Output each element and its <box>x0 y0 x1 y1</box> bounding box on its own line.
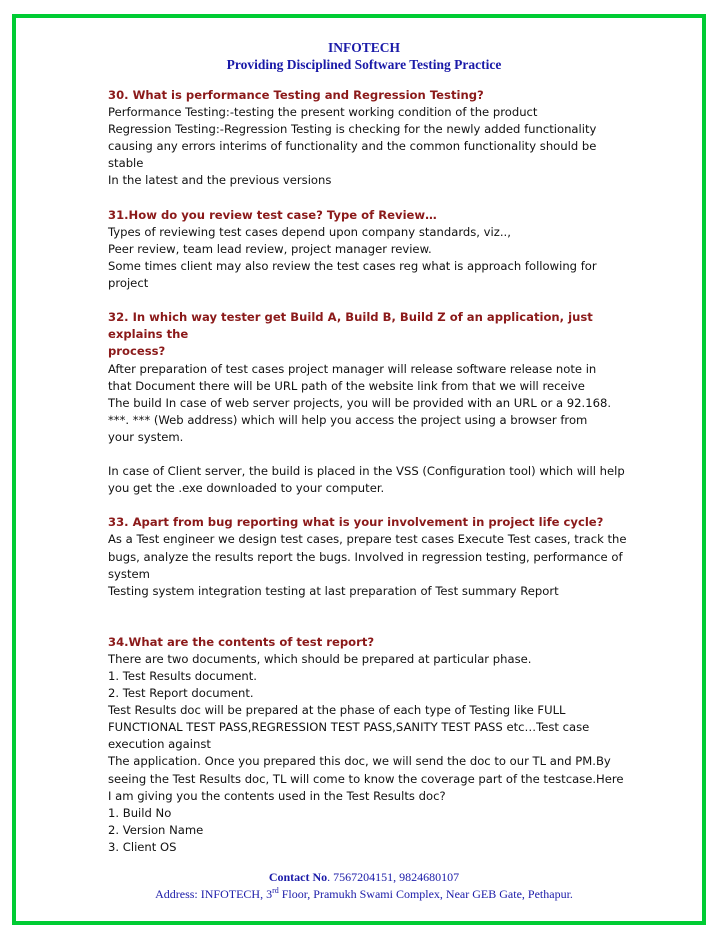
answer-line: Types of reviewing test cases depend upon company standards, viz.., <box>108 224 511 239</box>
address-prefix: Address: INFOTECH, 3 <box>155 887 273 901</box>
answer-line: In the latest and the previous versions <box>108 173 332 188</box>
answer-line: seeing the Test Results doc, TL will come to know the coverage part of the testcase.Here <box>108 771 624 786</box>
answer-line: Regression Testing:-Regression Testing is checking for the newly added functionality <box>108 122 597 137</box>
question-34-title: 34.What are the contents of test report? <box>108 634 375 649</box>
answer-line: In case of Client server, the build is placed in the VSS (Configuration tool) which will help <box>108 464 625 479</box>
answer-line: FUNCTIONAL TEST PASS,REGRESSION TEST PASS,SANITY TEST PASS etc…Test case <box>108 720 590 735</box>
answer-line: bugs, analyze the results report the bugs. Involved in regression testing, performance of <box>108 549 623 564</box>
answer-line: I am giving you the contents used in the Test Results doc? <box>108 788 446 803</box>
answer-line: that Document there will be URL path of the website link from that we will receive <box>108 378 585 393</box>
contact-info <box>0 869 728 886</box>
answer-line: causing any errors interims of functionality and the common functionality should be <box>108 139 597 154</box>
contact-label: Contact No <box>268 870 328 884</box>
answer-line: project <box>108 276 149 291</box>
company-tagline: Providing Disciplined Software Testing Practice <box>226 57 502 72</box>
question-31-title: 31.How do you review test case? Type of Review… <box>108 207 437 222</box>
answer-line: As a Test engineer we design test cases, prepare test cases Execute Test cases, track the <box>108 532 627 547</box>
answer-line: you get the .exe downloaded to your computer. <box>108 481 385 496</box>
answer-line: 2. Version Name <box>108 822 204 837</box>
answer-line: Performance Testing:-testing the present working condition of the product <box>108 105 538 120</box>
answer-line: Peer review, team lead review, project manager review. <box>108 241 432 256</box>
question-32-title-cont: process? <box>108 344 166 359</box>
answer-line: The build In case of web server projects, you will be provided with an URL or a 92.168. <box>108 395 612 410</box>
question-32-title: 32. In which way tester get Build A, Build B, Build Z of an application, just explains the <box>108 310 593 342</box>
address-info <box>0 886 728 903</box>
answer-line: stable <box>108 156 144 171</box>
answer-line: There are two documents, which should be prepared at particular phase. <box>108 651 532 666</box>
question-33-title: 33. Apart from bug reporting what is your involvement in project life cycle? <box>108 515 604 530</box>
document-header <box>0 39 728 73</box>
answer-line: system <box>108 566 150 581</box>
contact-numbers: . 7567204151, 9824680107 <box>327 870 460 884</box>
answer-line: After preparation of test cases project manager will release software release note in <box>108 361 597 376</box>
answer-line: Test Results doc will be prepared at the phase of each type of Testing like FULL <box>108 703 566 718</box>
answer-line: Some times client may also review the test cases reg what is approach following for <box>108 258 597 273</box>
question-30-title: 30. What is performance Testing and Regression Testing? <box>108 88 484 102</box>
company-name: INFOTECH <box>327 40 400 55</box>
document-body <box>108 87 628 856</box>
address-superscript: rd <box>272 886 279 895</box>
address-suffix: Floor, Pramukh Swami Complex, Near GEB Gate, Pethapur. <box>278 887 573 901</box>
answer-line: Testing system integration testing at last preparation of Test summary Report <box>108 583 559 598</box>
answer-line: The application. Once you prepared this doc, we will send the doc to our TL and PM.By <box>108 754 611 769</box>
answer-line: 1. Test Results document. <box>108 669 257 683</box>
answer-line: execution against <box>108 737 211 752</box>
document-footer <box>0 869 728 903</box>
answer-line: ***. *** (Web address) which will help you access the project using a browser from <box>108 412 588 427</box>
answer-line: 1. Build No <box>108 805 172 820</box>
answer-line: 3. Client OS <box>108 839 177 854</box>
answer-line: your system. <box>108 429 184 444</box>
answer-line: 2. Test Report document. <box>108 686 254 701</box>
